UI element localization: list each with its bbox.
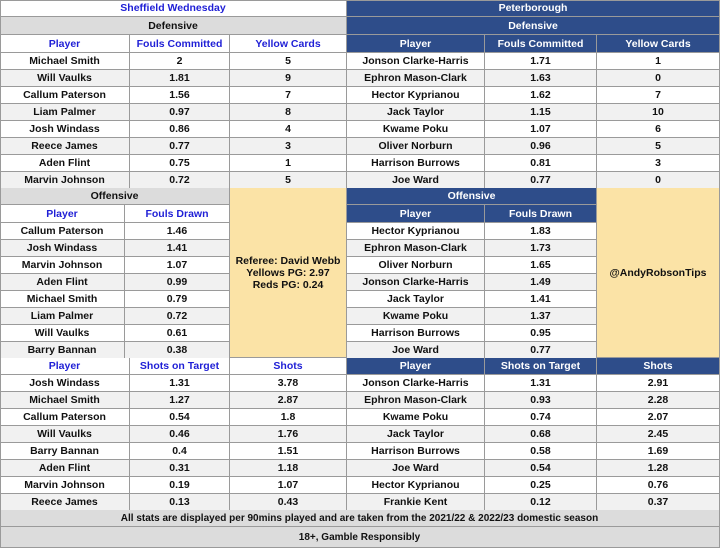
right-shots-row-4-col-1: 0.58 [485,443,597,460]
right-offensive-row-4-col-0: Jack Taylor [347,291,485,308]
right-shots-row-4-col-2: 1.69 [597,443,720,460]
left-offensive-header-0: Player [0,205,125,223]
right-defensive-row-6-col-2: 3 [597,155,720,172]
right-shots-row-6-col-2: 0.76 [597,477,720,494]
right-defensive-row-5-col-1: 0.96 [485,138,597,155]
right-defensive-row-6-col-1: 0.81 [485,155,597,172]
right-team-title: Peterborough [347,0,720,17]
left-defensive-row-4-col-2: 4 [230,121,347,138]
left-defensive-row-2-col-0: Callum Paterson [0,87,130,104]
right-offensive-row-5-col-1: 1.37 [485,308,597,325]
right-offensive-row-2-col-0: Oliver Norburn [347,257,485,274]
right-shots-row-0-col-0: Jonson Clarke-Harris [347,375,485,392]
right-defensive-row-4-col-2: 6 [597,121,720,138]
left-shots-row-7-col-1: 0.13 [130,494,230,511]
right-defensive-row-6-col-0: Harrison Burrows [347,155,485,172]
left-shots-row-7-col-2: 0.43 [230,494,347,511]
left-offensive-row-5-col-0: Liam Palmer [0,308,125,325]
referee-yellows-line: Yellows PG: 2.97 [246,266,330,279]
right-offensive-header-0: Player [347,205,485,223]
left-shots-header-2: Shots [230,358,347,375]
left-offensive-row-2-col-0: Marvin Johnson [0,257,125,274]
left-offensive-row-0-col-0: Callum Paterson [0,223,125,240]
right-shots-header-0: Player [347,358,485,375]
right-offensive-row-1-col-1: 1.73 [485,240,597,257]
right-defensive-row-3-col-2: 10 [597,104,720,121]
left-defensive-row-5-col-0: Reece James [0,138,130,155]
left-shots-row-5-col-2: 1.18 [230,460,347,477]
left-shots-row-4-col-0: Barry Bannan [0,443,130,460]
left-defensive-row-5-col-2: 3 [230,138,347,155]
referee-name-line: Referee: David Webb [235,254,341,267]
right-shots-row-5-col-2: 1.28 [597,460,720,477]
left-defensive-row-2-col-1: 1.56 [130,87,230,104]
left-shots-row-0-col-2: 3.78 [230,375,347,392]
right-defensive-row-1-col-1: 1.63 [485,70,597,87]
left-defensive-row-0-col-0: Michael Smith [0,53,130,70]
left-offensive-row-0-col-1: 1.46 [125,223,230,240]
left-defensive-row-7-col-2: 5 [230,172,347,189]
left-shots-row-5-col-1: 0.31 [130,460,230,477]
left-offensive-title: Offensive [0,188,230,205]
right-shots-row-5-col-1: 0.54 [485,460,597,477]
right-defensive-row-3-col-0: Jack Taylor [347,104,485,121]
right-defensive-row-0-col-1: 1.71 [485,53,597,70]
right-defensive-header-0: Player [347,35,485,53]
left-shots-row-6-col-0: Marvin Johnson [0,477,130,494]
left-defensive-row-6-col-1: 0.75 [130,155,230,172]
right-shots-row-0-col-1: 1.31 [485,375,597,392]
right-defensive-row-1-col-2: 0 [597,70,720,87]
right-shots-row-2-col-1: 0.74 [485,409,597,426]
right-shots-header-2: Shots [597,358,720,375]
right-offensive-row-3-col-1: 1.49 [485,274,597,291]
left-offensive-row-5-col-1: 0.72 [125,308,230,325]
right-defensive-row-2-col-0: Hector Kyprianou [347,87,485,104]
right-offensive-row-7-col-0: Joe Ward [347,342,485,359]
left-defensive-row-0-col-2: 5 [230,53,347,70]
right-defensive-header-1: Fouls Committed [485,35,597,53]
right-shots-row-4-col-0: Harrison Burrows [347,443,485,460]
left-shots-row-2-col-2: 1.8 [230,409,347,426]
left-shots-row-5-col-0: Aden Flint [0,460,130,477]
right-offensive-row-1-col-0: Ephron Mason-Clark [347,240,485,257]
left-shots-row-4-col-1: 0.4 [130,443,230,460]
left-shots-row-3-col-2: 1.76 [230,426,347,443]
referee-reds-line: Reds PG: 0.24 [252,278,324,291]
left-defensive-header-2: Yellow Cards [230,35,347,53]
right-defensive-row-7-col-1: 0.77 [485,172,597,189]
credit-box: @AndyRobsonTips [597,188,720,358]
left-offensive-row-3-col-1: 0.99 [125,274,230,291]
right-defensive-header-2: Yellow Cards [597,35,720,53]
right-offensive-row-4-col-1: 1.41 [485,291,597,308]
left-defensive-row-6-col-2: 1 [230,155,347,172]
left-shots-row-6-col-1: 0.19 [130,477,230,494]
right-defensive-row-5-col-2: 5 [597,138,720,155]
left-offensive-row-7-col-1: 0.38 [125,342,230,359]
left-defensive-row-7-col-1: 0.72 [130,172,230,189]
right-defensive-row-7-col-0: Joe Ward [347,172,485,189]
left-shots-row-1-col-1: 1.27 [130,392,230,409]
left-shots-row-2-col-0: Callum Paterson [0,409,130,426]
left-defensive-row-3-col-1: 0.97 [130,104,230,121]
right-defensive-row-2-col-1: 1.62 [485,87,597,104]
right-offensive-row-0-col-1: 1.83 [485,223,597,240]
left-defensive-row-0-col-1: 2 [130,53,230,70]
left-offensive-row-6-col-1: 0.61 [125,325,230,342]
left-defensive-row-2-col-2: 7 [230,87,347,104]
right-defensive-row-5-col-0: Oliver Norburn [347,138,485,155]
right-defensive-row-2-col-2: 7 [597,87,720,104]
right-offensive-title: Offensive [347,188,597,205]
left-defensive-row-3-col-2: 8 [230,104,347,121]
right-defensive-row-3-col-1: 1.15 [485,104,597,121]
right-shots-row-3-col-0: Jack Taylor [347,426,485,443]
footer-gamble-notice: 18+, Gamble Responsibly [0,527,720,548]
left-defensive-row-6-col-0: Aden Flint [0,155,130,172]
left-defensive-header-0: Player [0,35,130,53]
left-shots-row-3-col-1: 0.46 [130,426,230,443]
right-shots-row-2-col-2: 2.07 [597,409,720,426]
right-offensive-row-7-col-1: 0.77 [485,342,597,359]
right-shots-row-7-col-2: 0.37 [597,494,720,511]
left-shots-row-1-col-2: 2.87 [230,392,347,409]
left-offensive-row-2-col-1: 1.07 [125,257,230,274]
left-offensive-row-4-col-1: 0.79 [125,291,230,308]
right-shots-row-5-col-0: Joe Ward [347,460,485,477]
right-shots-row-3-col-1: 0.68 [485,426,597,443]
right-shots-row-1-col-1: 0.93 [485,392,597,409]
right-defensive-row-4-col-0: Kwame Poku [347,121,485,138]
left-team-title: Sheffield Wednesday [0,0,347,17]
left-defensive-row-5-col-1: 0.77 [130,138,230,155]
left-shots-row-1-col-0: Michael Smith [0,392,130,409]
right-shots-row-7-col-0: Frankie Kent [347,494,485,511]
left-shots-row-6-col-2: 1.07 [230,477,347,494]
referee-info-box [230,188,347,358]
right-offensive-header-1: Fouls Drawn [485,205,597,223]
right-shots-header-1: Shots on Target [485,358,597,375]
left-defensive-row-3-col-0: Liam Palmer [0,104,130,121]
right-offensive-row-3-col-0: Jonson Clarke-Harris [347,274,485,291]
left-offensive-row-1-col-1: 1.41 [125,240,230,257]
right-offensive-row-6-col-1: 0.95 [485,325,597,342]
right-shots-row-2-col-0: Kwame Poku [347,409,485,426]
right-defensive-title: Defensive [347,17,720,35]
right-shots-row-0-col-2: 2.91 [597,375,720,392]
left-offensive-row-3-col-0: Aden Flint [0,274,125,291]
right-offensive-row-6-col-0: Harrison Burrows [347,325,485,342]
right-offensive-row-0-col-0: Hector Kyprianou [347,223,485,240]
footer-note: All stats are displayed per 90mins played and are taken from the 2021/22 & 2022/23 domestic season [0,510,720,527]
left-shots-row-3-col-0: Will Vaulks [0,426,130,443]
right-shots-row-7-col-1: 0.12 [485,494,597,511]
right-defensive-row-7-col-2: 0 [597,172,720,189]
left-defensive-row-1-col-2: 9 [230,70,347,87]
right-defensive-row-1-col-0: Ephron Mason-Clark [347,70,485,87]
left-shots-row-7-col-0: Reece James [0,494,130,511]
left-shots-row-0-col-0: Josh Windass [0,375,130,392]
left-defensive-row-1-col-1: 1.81 [130,70,230,87]
left-defensive-row-4-col-1: 0.86 [130,121,230,138]
left-offensive-row-1-col-0: Josh Windass [0,240,125,257]
left-defensive-title: Defensive [0,17,347,35]
left-offensive-row-7-col-0: Barry Bannan [0,342,125,359]
left-offensive-header-1: Fouls Drawn [125,205,230,223]
left-defensive-row-1-col-0: Will Vaulks [0,70,130,87]
right-defensive-row-0-col-2: 1 [597,53,720,70]
left-shots-header-1: Shots on Target [130,358,230,375]
left-defensive-row-4-col-0: Josh Windass [0,121,130,138]
right-defensive-row-4-col-1: 1.07 [485,121,597,138]
right-shots-row-3-col-2: 2.45 [597,426,720,443]
left-shots-header-0: Player [0,358,130,375]
right-shots-row-1-col-0: Ephron Mason-Clark [347,392,485,409]
left-shots-row-0-col-1: 1.31 [130,375,230,392]
right-defensive-row-0-col-0: Jonson Clarke-Harris [347,53,485,70]
left-offensive-row-6-col-0: Will Vaulks [0,325,125,342]
left-defensive-header-1: Fouls Committed [130,35,230,53]
right-offensive-row-2-col-1: 1.65 [485,257,597,274]
right-offensive-row-5-col-0: Kwame Poku [347,308,485,325]
left-defensive-row-7-col-0: Marvin Johnson [0,172,130,189]
left-shots-row-4-col-2: 1.51 [230,443,347,460]
left-shots-row-2-col-1: 0.54 [130,409,230,426]
right-shots-row-1-col-2: 2.28 [597,392,720,409]
right-shots-row-6-col-1: 0.25 [485,477,597,494]
left-offensive-row-4-col-0: Michael Smith [0,291,125,308]
right-shots-row-6-col-0: Hector Kyprianou [347,477,485,494]
